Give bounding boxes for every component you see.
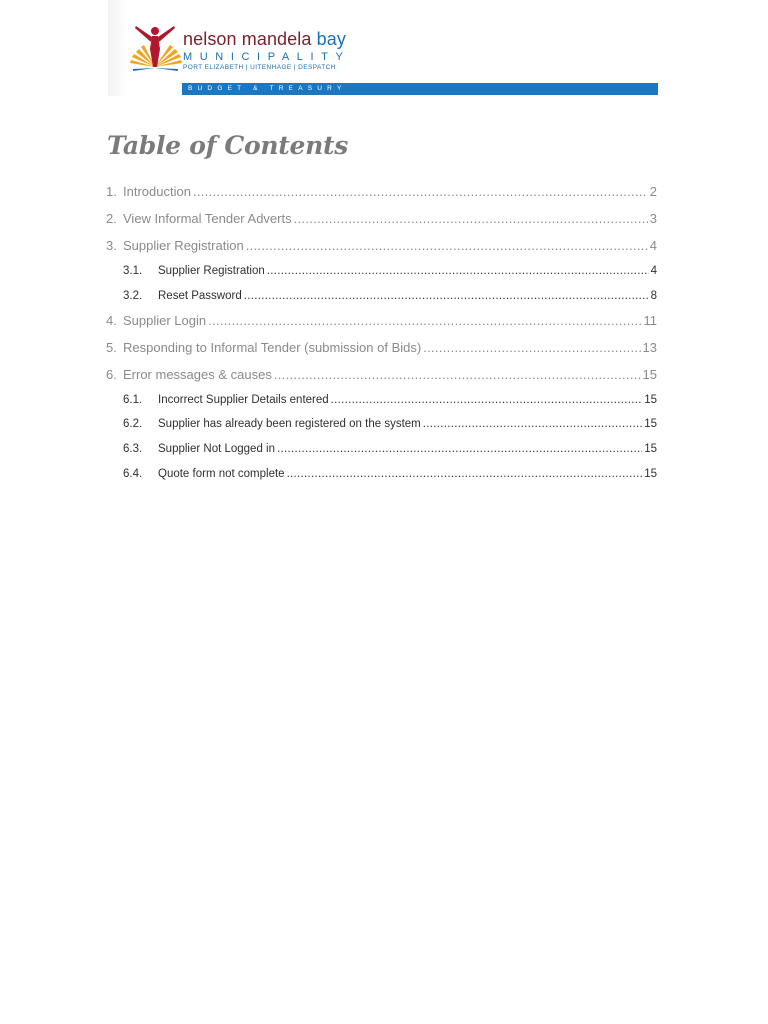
toc-entry[interactable]	[106, 238, 657, 253]
toc-entry-title: Error messages & causes	[123, 367, 272, 382]
toc-entry-page: 15	[644, 468, 657, 480]
toc-entry-title: Responding to Informal Tender (submission of Bids)	[123, 340, 422, 355]
toc-entry-number: 3.1.	[123, 265, 143, 277]
toc-entry-page: 15	[642, 367, 657, 382]
toc-entry-number: 6.	[106, 367, 117, 382]
toc-leader-dots	[246, 238, 648, 253]
toc-entry-number: 6.3.	[123, 443, 143, 455]
toc-entry-number: 3.	[106, 238, 117, 253]
header-shade	[108, 0, 128, 96]
toc-entry-title: Supplier has already been registered on the system	[158, 418, 421, 430]
toc-entry-page: 15	[644, 394, 657, 406]
toc-subentry[interactable]	[123, 468, 657, 480]
toc-entry-title: Reset Password	[158, 290, 242, 302]
toc-entry-page: 11	[643, 313, 657, 328]
municipality-logo-icon	[130, 25, 182, 73]
logo-bay-text: bay	[316, 29, 346, 49]
toc-entry-page: 3	[649, 211, 657, 226]
toc-entry-number: 6.4.	[123, 468, 143, 480]
toc-entry[interactable]	[106, 340, 657, 355]
toc-entry-title: Supplier Not Logged in	[158, 443, 275, 455]
toc-entry[interactable]	[106, 211, 657, 226]
toc-entry-title: Incorrect Supplier Details entered	[158, 394, 329, 406]
toc-leader-dots	[274, 367, 641, 382]
toc-leader-dots	[423, 418, 642, 430]
toc-subentry[interactable]	[123, 290, 657, 302]
toc-entry-title: Supplier Registration	[158, 265, 265, 277]
toc-subentry[interactable]	[123, 418, 657, 430]
toc-leader-dots	[423, 340, 640, 355]
toc-leader-dots	[331, 394, 643, 406]
toc-entry-page: 15	[644, 443, 657, 455]
toc-entry[interactable]	[106, 313, 657, 328]
toc-subentry[interactable]	[123, 265, 657, 277]
toc-entry-number: 6.1.	[123, 394, 143, 406]
toc-leader-dots	[287, 468, 643, 480]
toc-entry-number: 6.2.	[123, 418, 143, 430]
toc-entry-number: 4.	[106, 313, 117, 328]
toc-leader-dots	[294, 211, 648, 226]
toc-entry-title: Introduction	[123, 184, 191, 199]
logo-cities-text: PORT ELIZABETH | UITENHAGE | DESPATCH	[183, 64, 336, 71]
toc-leader-dots	[208, 313, 641, 328]
toc-leader-dots	[267, 265, 649, 277]
toc-entry-title: Supplier Login	[123, 313, 207, 328]
toc-entry-page: 13	[642, 340, 657, 355]
toc-subentry[interactable]	[123, 443, 657, 455]
toc-subentry[interactable]	[123, 394, 657, 406]
logo-name-text: nelson mandela	[183, 29, 312, 49]
toc-entry-number: 1.	[106, 184, 117, 199]
toc-entry-page: 4	[649, 238, 657, 253]
toc-entry-page: 8	[650, 290, 657, 302]
toc-entry-title: Quote form not complete	[158, 468, 285, 480]
page-title: Table of Contents	[107, 131, 349, 160]
toc-entry[interactable]	[106, 367, 657, 382]
toc-leader-dots	[277, 443, 642, 455]
toc-entry-number: 2.	[106, 211, 117, 226]
toc-entry-page: 4	[650, 265, 657, 277]
toc-entry-page: 15	[644, 418, 657, 430]
toc-entry-title: View Informal Tender Adverts	[123, 211, 292, 226]
toc-entry-number: 3.2.	[123, 290, 143, 302]
logo-wordmark	[183, 29, 350, 72]
toc-entry[interactable]	[106, 184, 657, 199]
toc-entry-number: 5.	[106, 340, 117, 355]
toc-leader-dots	[244, 290, 649, 302]
toc-entry-title: Supplier Registration	[123, 238, 244, 253]
department-banner: BUDGET & TREASURY	[182, 83, 658, 95]
toc-entry-page: 2	[649, 184, 657, 199]
logo-municipality-text: MUNICIPALITY	[183, 51, 351, 63]
toc-leader-dots	[193, 184, 648, 199]
